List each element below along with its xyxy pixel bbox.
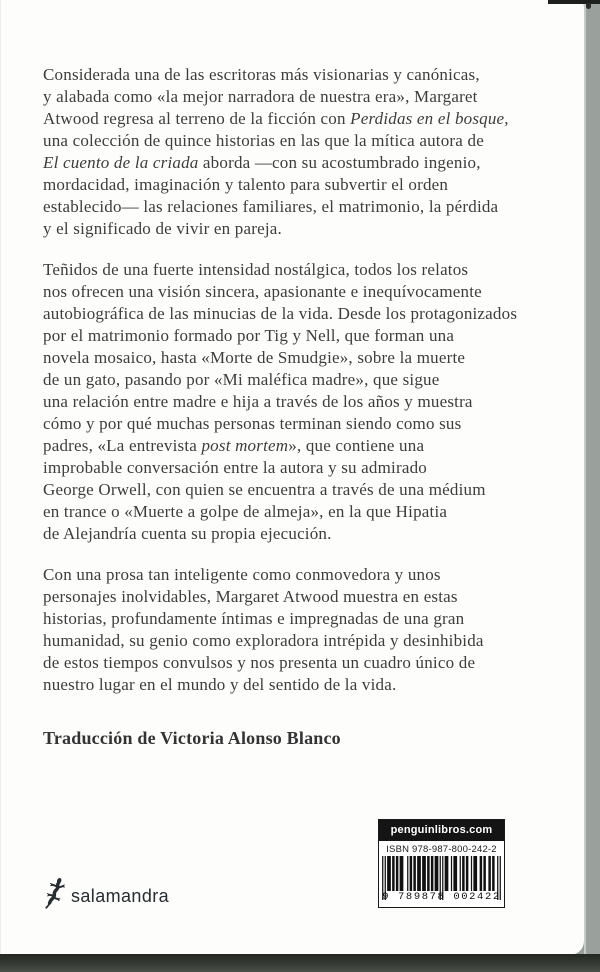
publisher-website: penguinlibros.com <box>379 820 504 841</box>
publisher-logo <box>42 876 169 910</box>
scan-top-right-drip <box>586 3 591 9</box>
blurb-paragraph-3 <box>43 564 543 696</box>
text-line: personajes inolvidables, Margaret Atwood muestra en estas <box>43 587 458 606</box>
text-line: de Alejandría cuenta su propia ejecución. <box>43 524 332 543</box>
text-line: novela mosaico, hasta «Morte de Smudgie», sobre la muerte <box>43 348 466 367</box>
text-line: por el matrimonio formado por Tig y Nell, que forman una <box>43 326 455 345</box>
text-line: humanidad, su genio como exploradora intrépida y desinhibida <box>43 631 484 650</box>
text-line: nuestro lugar en el mundo y del sentido de la vida. <box>43 675 397 694</box>
publisher-logo-text: salamandra <box>71 886 170 906</box>
text-line: padres, «La entrevista post mortem», que contiene una <box>43 436 425 455</box>
text-line: mordacidad, imaginación y talento para subvertir el orden <box>43 175 449 194</box>
text-line: El cuento de la criada aborda —con su acostumbrado ingenio, <box>43 153 481 172</box>
text-line: una colección de quince historias en las que la mítica autora de <box>43 131 484 150</box>
text-line: George Orwell, con quien se encuentra a través de una médium <box>43 480 486 499</box>
text-line: autobiográfica de las minucias de la vida. Desde los protagonizados <box>43 304 518 323</box>
text-line: Con una prosa tan inteligente como conmovedora y unos <box>43 565 441 584</box>
isbn-label: ISBN 978-987-800-242-2 <box>386 844 497 855</box>
barcode-digits: 9 789878 002422 <box>382 891 501 903</box>
scan-top-right-mark <box>548 0 600 4</box>
text-line: nos ofrecen una visión sincera, apasionante e inequívocamente <box>43 282 482 301</box>
text-line: una relación entre madre e hija a través de los años y muestra <box>43 392 473 411</box>
scan-edge-highlight <box>584 0 586 955</box>
text-line: improbable conversación entre la autora y su admirado <box>43 458 427 477</box>
text-line: establecido— las relaciones familiares, el matrimonio, la pérdida <box>43 197 499 216</box>
text-line: cómo y por qué muchas personas terminan siendo como sus <box>43 414 462 433</box>
blurb-paragraph-2 <box>43 259 543 545</box>
text-line: y alabada como «la mejor narradora de nuestra era», Margaret <box>43 87 478 106</box>
blurb <box>43 64 543 715</box>
text-line: Considerada una de las escritoras más visionarias y canónicas, <box>43 65 480 84</box>
barcode-block <box>378 819 505 908</box>
text-line: y el significado de vivir en pareja. <box>43 219 282 238</box>
text-line: de estos tiempos convulsos y nos presenta un cuadro único de <box>43 653 476 672</box>
blurb-paragraph-1 <box>43 64 543 240</box>
salamander-icon <box>42 876 69 910</box>
text-line: en trance o «Muerte a golpe de almeja», en la que Hipatia <box>43 502 448 521</box>
barcode-body <box>379 841 504 907</box>
text-line: historias, profundamente íntimas e impregnadas de una gran <box>43 609 465 628</box>
translation-credit: Traducción de Victoria Alonso Blanco <box>43 728 341 748</box>
text-line: de un gato, pasando por «Mi maléfica madre», que sigue <box>43 370 440 389</box>
text-line: Teñidos de una fuerte intensidad nostálgica, todos los relatos <box>43 260 469 279</box>
text-line: Atwood regresa al terreno de la ficción con Perdidas en el bosque, <box>43 109 509 128</box>
scan-edge-bottom <box>0 954 600 972</box>
